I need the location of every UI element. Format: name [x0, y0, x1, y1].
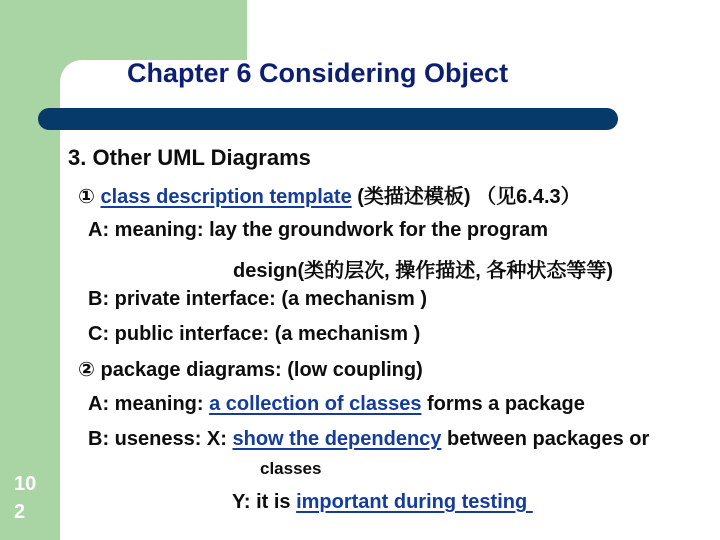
important-during-testing-link[interactable]: important during testing: [296, 491, 533, 513]
useness-line: [88, 428, 649, 451]
section-heading: 3. Other UML Diagrams: [68, 145, 311, 170]
testing-line: [232, 491, 533, 514]
collection-of-classes-link[interactable]: a collection of classes: [209, 393, 422, 415]
slide-title: Chapter 6 Considering Object: [127, 58, 509, 88]
item-2-line: [78, 357, 423, 382]
page-number-line-1: 10: [14, 473, 37, 495]
useness-continuation: classes: [260, 459, 322, 478]
page-number: [14, 470, 54, 526]
page-number-line-2: 2: [14, 501, 26, 523]
package-meaning-suffix: forms a package: [421, 393, 585, 415]
package-meaning-prefix: A: meaning:: [88, 393, 210, 415]
circled-number-1: ①: [78, 186, 95, 208]
useness-suffix: between packages or: [441, 428, 650, 450]
meaning-line: A: meaning: lay the groundwork for the program: [88, 219, 549, 241]
item-2-text: package diagrams: (low coupling): [94, 359, 423, 381]
class-description-template-link[interactable]: class description template: [100, 186, 352, 208]
show-the-dependency-link[interactable]: show the dependency: [232, 428, 442, 450]
useness-prefix: B: useness: X:: [88, 428, 233, 450]
item-1-rest: (类描述模板) （见6.4.3）: [351, 186, 581, 208]
private-interface-line: B: private interface: (a mechanism ): [88, 288, 427, 310]
item-1-line: [78, 180, 581, 209]
meaning-continuation: design(类的层次, 操作描述, 各种状态等等): [233, 260, 613, 282]
public-interface-line: C: public interface: (a mechanism ): [88, 323, 421, 345]
testing-prefix: Y: it is: [232, 491, 297, 513]
circled-number-2: ②: [78, 359, 95, 381]
title-underline-bar: [38, 108, 618, 130]
package-meaning-line: [88, 393, 585, 416]
